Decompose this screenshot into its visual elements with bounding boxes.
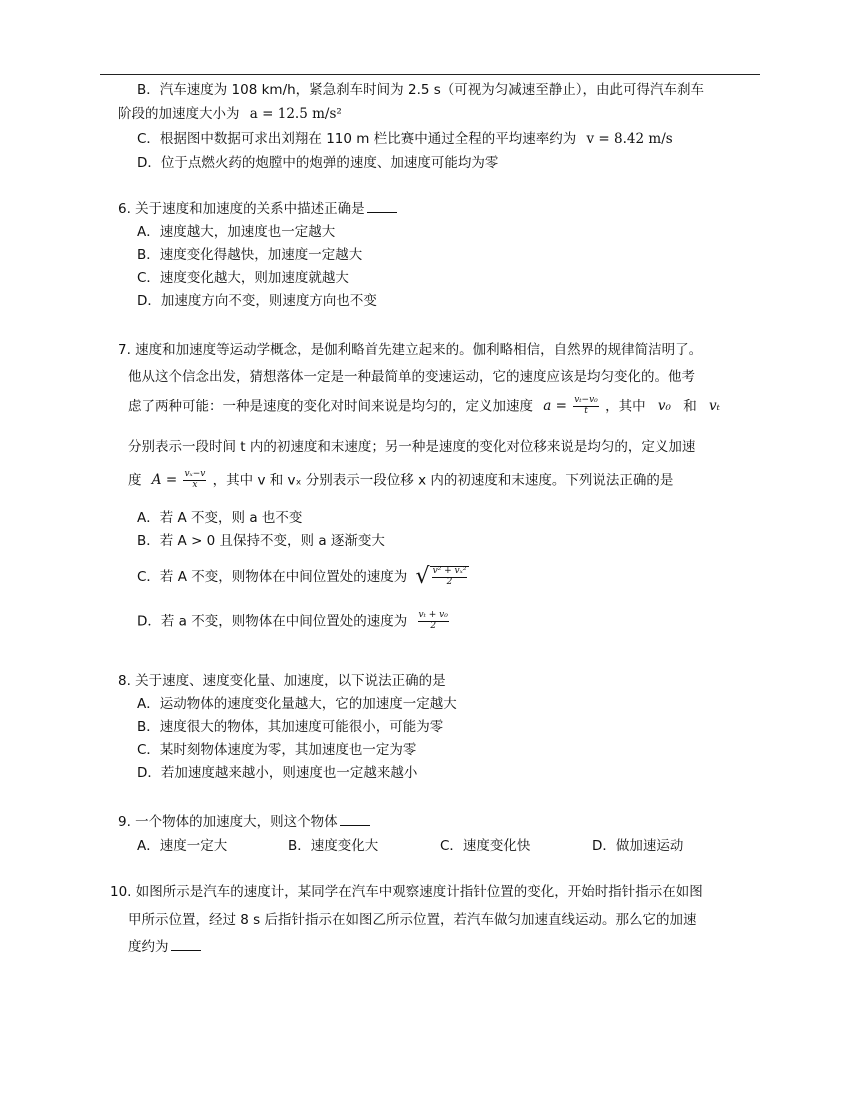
q7-v0: v₀	[657, 398, 671, 415]
q7-option-d-fraction	[418, 611, 449, 632]
q7-option-c-sqrt	[416, 566, 470, 588]
q7-option-d	[137, 611, 451, 632]
q7-fraction-a-denominator: t	[584, 405, 588, 416]
q7-option-d-text: D．若 a 不变，则物体在中间位置处的速度为	[137, 613, 408, 630]
q7-fraction-a	[573, 396, 599, 417]
q5-option-c	[137, 129, 673, 150]
q7-line3-mid: ，其中	[605, 398, 646, 415]
q7-formula-a: a =	[543, 398, 567, 415]
q6-option-d: D．加速度方向不变，则速度方向也不变	[137, 293, 377, 309]
q5-option-d: D．位于点燃火药的炮膛中的炮弹的速度、加速度可能均为零	[137, 155, 499, 171]
answer-blank	[340, 813, 370, 826]
q9-option-b: B．速度变化大	[288, 838, 379, 854]
q7-option-c-numerator: v² + vₓ²	[432, 566, 467, 576]
q7-option-c-fraction	[432, 567, 468, 588]
sqrt-radicand	[430, 566, 470, 588]
q7-option-d-numerator: vₜ + v₀	[418, 610, 448, 620]
q6-stem	[118, 199, 397, 220]
q9-stem-text: 9. 一个物体的加速度大，则这个物体	[118, 814, 338, 830]
q10-line1: 10. 如图所示是汽车的速度计，某同学在汽车中观察速度计指针位置的变化，开始时指针指示在如图	[110, 884, 703, 900]
q7-vt: vₜ	[709, 398, 720, 415]
q5-option-b-formula: a = 12.5 m/s²	[249, 106, 342, 122]
answer-blank	[367, 200, 397, 213]
q7-option-c-denominator: 2	[446, 576, 453, 587]
q7-fraction-A-numerator: vₓ−v	[184, 469, 206, 479]
q6-option-a: A．速度越大，加速度也一定越大	[137, 224, 336, 240]
q8-stem: 8. 关于速度、速度变化量、加速度，以下说法正确的是	[118, 673, 446, 689]
q6-option-c: C．速度变化越大，则加速度就越大	[137, 270, 349, 286]
q7-line3	[128, 396, 720, 417]
q7-and: 和	[683, 398, 697, 415]
q9-option-d: D．做加速运动	[592, 838, 684, 854]
q7-line5-rest: ，其中 v 和 vₓ 分别表示一段位移 x 内的初速度和末速度。下列说法正确的是	[212, 472, 674, 489]
q6-stem-text: 6. 关于速度和加速度的关系中描述正确是	[118, 201, 365, 217]
q7-option-d-denominator: 2	[430, 620, 437, 631]
q5-option-b-text: 阶段的加速度大小为	[118, 106, 240, 122]
q7-line2: 他从这个信念出发，猜想落体一定是一种最简单的变速运动，它的速度应该是均匀变化的。他考	[128, 369, 695, 385]
q8-option-a: A．运动物体的速度变化量越大，它的加速度一定越大	[137, 696, 457, 712]
q7-line3-text: 虑了两种可能：一种是速度的变化对时间来说是均匀的，定义加速度	[128, 398, 533, 415]
q7-line4: 分别表示一段时间 t 内的初速度和末速度；另一种是速度的变化对位移来说是均匀的，定义加速	[128, 439, 696, 455]
q7-option-c-text: C．若 A 不变，则物体在中间位置处的速度为	[137, 569, 408, 586]
q10-line2: 甲所示位置，经过 8 s 后指针指示在如图乙所示位置，若汽车做匀加速直线运动。那么它的加速	[128, 912, 697, 928]
q5-option-c-formula: v = 8.42 m/s	[586, 131, 673, 147]
q7-fraction-A-denominator: x	[192, 479, 198, 490]
q7-fraction-a-numerator: vₜ−v₀	[574, 395, 598, 405]
q10-line3-text: 度约为	[128, 939, 169, 955]
q7-option-a: A．若 A 不变，则 a 也不变	[137, 510, 303, 526]
q5-option-c-text: C．根据图中数据可求出刘翔在 110 m 栏比赛中通过全程的平均速率约为	[137, 131, 577, 147]
q7-option-b: B．若 A > 0 且保持不变，则 a 逐渐变大	[137, 533, 385, 549]
q9-option-c: C．速度变化快	[440, 838, 531, 854]
answer-blank	[171, 938, 201, 951]
q7-line5-text: 度	[128, 472, 142, 489]
q7-line1: 7. 速度和加速度等运动学概念，是伽利略首先建立起来的。伽利略相信，自然界的规律简洁明了。	[118, 342, 703, 358]
q5-option-b-line2	[118, 104, 342, 125]
header-rule	[100, 74, 760, 75]
q8-option-c: C．某时刻物体速度为零，其加速度也一定为零	[137, 742, 417, 758]
q8-option-d: D．若加速度越来越小，则速度也一定越来越小	[137, 765, 418, 781]
q9-stem	[118, 812, 370, 833]
q8-option-b: B．速度很大的物体，其加速度可能很小，可能为零	[137, 719, 444, 735]
q7-option-c	[137, 566, 469, 588]
q6-option-b: B．速度变化得越快，加速度一定越大	[137, 247, 363, 263]
q9-option-a: A．速度一定大	[137, 838, 228, 854]
sqrt-symbol: √	[415, 564, 430, 590]
q10-line3	[128, 937, 201, 958]
q7-formula-A: A =	[151, 472, 178, 489]
q7-line5	[128, 470, 673, 491]
q7-fraction-A	[183, 470, 206, 491]
q5-option-b-line1: B．汽车速度为 108 km/h，紧急刹车时间为 2.5 s（可视为匀减速至静止），由此可得汽车刹车	[137, 82, 705, 98]
